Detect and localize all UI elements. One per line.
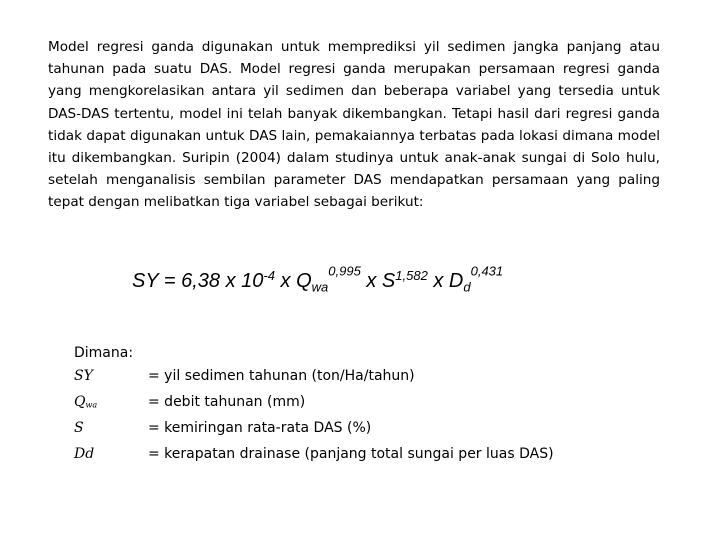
definition-row [74, 417, 554, 443]
symbol-text: Dd [74, 446, 95, 463]
definition-description: = debit tahunan (mm) [148, 393, 306, 410]
symbol-subscript: wa [85, 400, 98, 410]
formula-lhs: SY = 6,38 x 10 [132, 270, 264, 292]
body-paragraph: Model regresi ganda digunakan untuk memprediksi yil sedimen jangka panjang atau tahunan pada suatu DAS. Model regresi ganda merupakan persamaan regresi ganda yang mengkorelasikan antara yil sedimen dan beberapa variabel yang tersedia untuk DAS-DAS tertentu, model ini telah banyak dikembangkan. Tetapi hasil dari regresi ganda tidak dapat digunakan untuk DAS lain, pemakaiannya terbatas pada lokasi dimana model itu dikembangkan. Suripin (2004) dalam studinya untuk anak-anak sungai di Solo hulu, setelah menganalisis sembilan parameter DAS mendapatkan persamaan yang paling tepat dengan melibatkan tiga variabel sebagai berikut: [48, 39, 660, 211]
symbol-text: S [74, 419, 84, 436]
definition-symbol [74, 417, 148, 443]
formula-s-exponent: 1,582 [395, 267, 428, 283]
formula-coef-exponent: -4 [263, 267, 275, 283]
definition-description: = kemiringan rata-rata DAS (%) [148, 419, 372, 436]
definition-symbol [74, 443, 148, 469]
formula-d-term: x D [427, 270, 464, 292]
symbol-text: SY [74, 367, 93, 384]
definition-symbol [74, 365, 148, 391]
definition-row [74, 443, 554, 469]
formula-q-term: x Q [274, 270, 312, 292]
regression-formula [132, 263, 504, 295]
definition-row [74, 365, 554, 391]
formula-q-subscript: wa [311, 279, 329, 295]
definitions-title: Dimana: [74, 345, 134, 361]
definition-symbol [74, 391, 148, 417]
definition-description: = yil sedimen tahunan (ton/Ha/tahun) [148, 367, 415, 384]
definition-row [74, 391, 554, 417]
formula-d-exponent: 0,431 [470, 263, 504, 279]
definitions-block [74, 342, 554, 469]
formula-d-subscript: d [463, 279, 471, 295]
formula-s-term: x S [360, 270, 396, 292]
definition-description: = kerapatan drainase (panjang total sungai per luas DAS) [148, 446, 554, 463]
formula-q-exponent: 0,995 [328, 263, 361, 279]
symbol-text: Q [74, 393, 86, 410]
